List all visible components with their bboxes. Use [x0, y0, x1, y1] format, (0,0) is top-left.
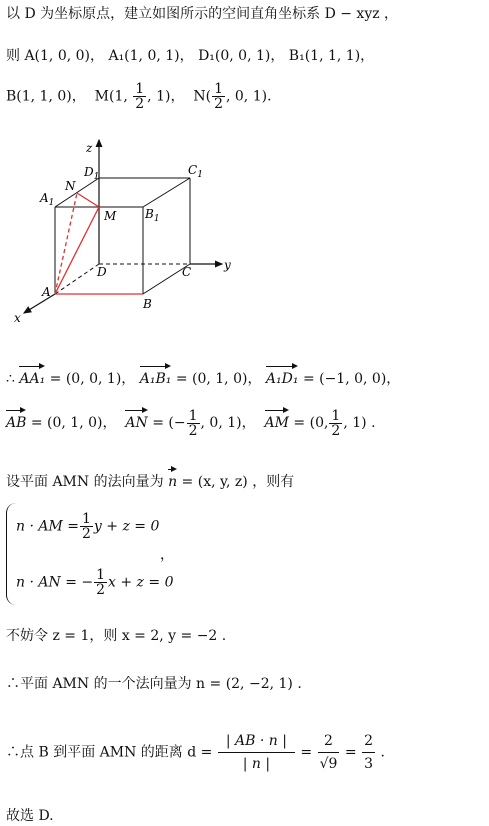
- equation-2: [16, 568, 173, 597]
- vector-an-post: , 0, 1)，: [200, 415, 256, 431]
- vector-n: n: [168, 465, 177, 492]
- label-n: N: [65, 179, 76, 193]
- coord-n-pre: N(: [193, 88, 212, 105]
- label-x: x: [14, 311, 21, 325]
- equation-1-rhs: y + z = 0: [93, 518, 160, 535]
- label-d: D: [97, 265, 107, 279]
- equation-2-mid: = −: [65, 574, 94, 591]
- fraction-half: $\frac{1}{2}$: [331, 407, 341, 439]
- label-a: A: [42, 285, 51, 299]
- distance-eq2: =: [344, 744, 357, 761]
- equation-2-lhs: n · AN: [16, 574, 61, 591]
- equation-2-rhs: x + z = 0: [108, 574, 174, 591]
- vector-a1d1: A₁D₁: [266, 362, 299, 389]
- vector-a1d1-value: = (−1, 0, 0)，: [302, 371, 401, 387]
- answer-line: 故选 D.: [6, 808, 54, 824]
- distance-eq1: =: [300, 744, 313, 761]
- coord-m-pre: M(1,: [94, 88, 128, 105]
- vector-am-pre: = (0,: [293, 415, 329, 431]
- vector-am: AM: [265, 406, 289, 433]
- label-b1: $B_1$: [145, 207, 160, 224]
- vector-aa1: AA₁: [19, 362, 45, 389]
- equation-1-lhs: n · AM: [16, 518, 63, 535]
- label-d1: $D_1$: [84, 165, 100, 182]
- label-c1: $C_1$: [188, 163, 203, 180]
- distance-fraction: $\frac{| AB \cdot n |}{| n |}$: [218, 730, 295, 775]
- fraction-half: $\frac{1}{2}$: [214, 81, 223, 112]
- label-y: y: [224, 258, 231, 272]
- choose-line: 不妨令 z = 1，则 x = 2, y = −2 .: [6, 628, 227, 644]
- fraction-half: $\frac{1}{2}$: [188, 407, 198, 439]
- distance-end: .: [380, 744, 385, 761]
- distance-fraction-2: $\frac{2}{√9}$: [318, 730, 340, 775]
- vector-ab-value: = (0, 1, 0)，: [30, 415, 117, 431]
- label-z: z: [86, 141, 93, 155]
- intro-line: 以 D 为坐标原点，建立如图所示的空间直角坐标系 D − xyz ，: [6, 6, 399, 22]
- vectors-line-2: [6, 406, 376, 438]
- label-c: C: [182, 265, 192, 279]
- label-a1: $A_1$: [40, 191, 55, 208]
- vector-an-pre: = (−: [152, 415, 186, 431]
- coord-n-post: , 0, 1).: [226, 88, 272, 105]
- vector-ab: AB: [6, 406, 26, 433]
- normal-intro-pre: 设平面 AMN 的法向量为: [6, 474, 164, 490]
- vectors-line-1: ∴ AA₁ = (0, 0, 1)， A₁B₁ = (0, 1, 0)， A₁D₁ = (−1, 0, 0)，: [6, 362, 400, 389]
- label-b: B: [143, 297, 152, 311]
- normal-intro-post: = (x, y, z) ，则有: [181, 474, 295, 490]
- coords-line-2: [6, 82, 272, 111]
- vector-a1b1-value: = (0, 1, 0)，: [175, 371, 262, 387]
- label-m: M: [104, 209, 117, 223]
- vector-aa1-value: = (0, 0, 1)，: [49, 371, 136, 387]
- coords-line-1: 则 A(1, 0, 0)， A₁(1, 0, 1)， D₁(0, 0, 1)， B₁(1, 1, 1)，: [6, 48, 375, 64]
- fraction-half: $\frac{1}{2}$: [82, 511, 91, 542]
- coord-m-post: , 1)，: [147, 88, 185, 105]
- fraction-half: $\frac{1}{2}$: [96, 567, 106, 598]
- cube-figure: [0, 130, 260, 330]
- equation-comma: ，: [160, 547, 174, 563]
- coord-b: B(1, 1, 0)，: [6, 88, 86, 105]
- vector-a1b1: A₁B₁: [140, 362, 172, 389]
- normal-intro: [6, 465, 294, 492]
- distance-pre: ∴点 B 到平面 AMN 的距离 d =: [6, 744, 213, 761]
- fraction-half: $\frac{1}{2}$: [135, 81, 145, 112]
- vector-am-post: , 1) .: [343, 415, 376, 431]
- distance-fraction-3: $\frac{2}{3}$: [362, 730, 375, 775]
- vector-an: AN: [125, 406, 147, 433]
- equation-1: n · AM = $\frac{1}{2}$ y + z = 0: [16, 511, 160, 542]
- normal-result: ∴平面 AMN 的一个法向量为 n = (2, −2, 1) .: [6, 676, 302, 692]
- distance-line: [6, 730, 385, 775]
